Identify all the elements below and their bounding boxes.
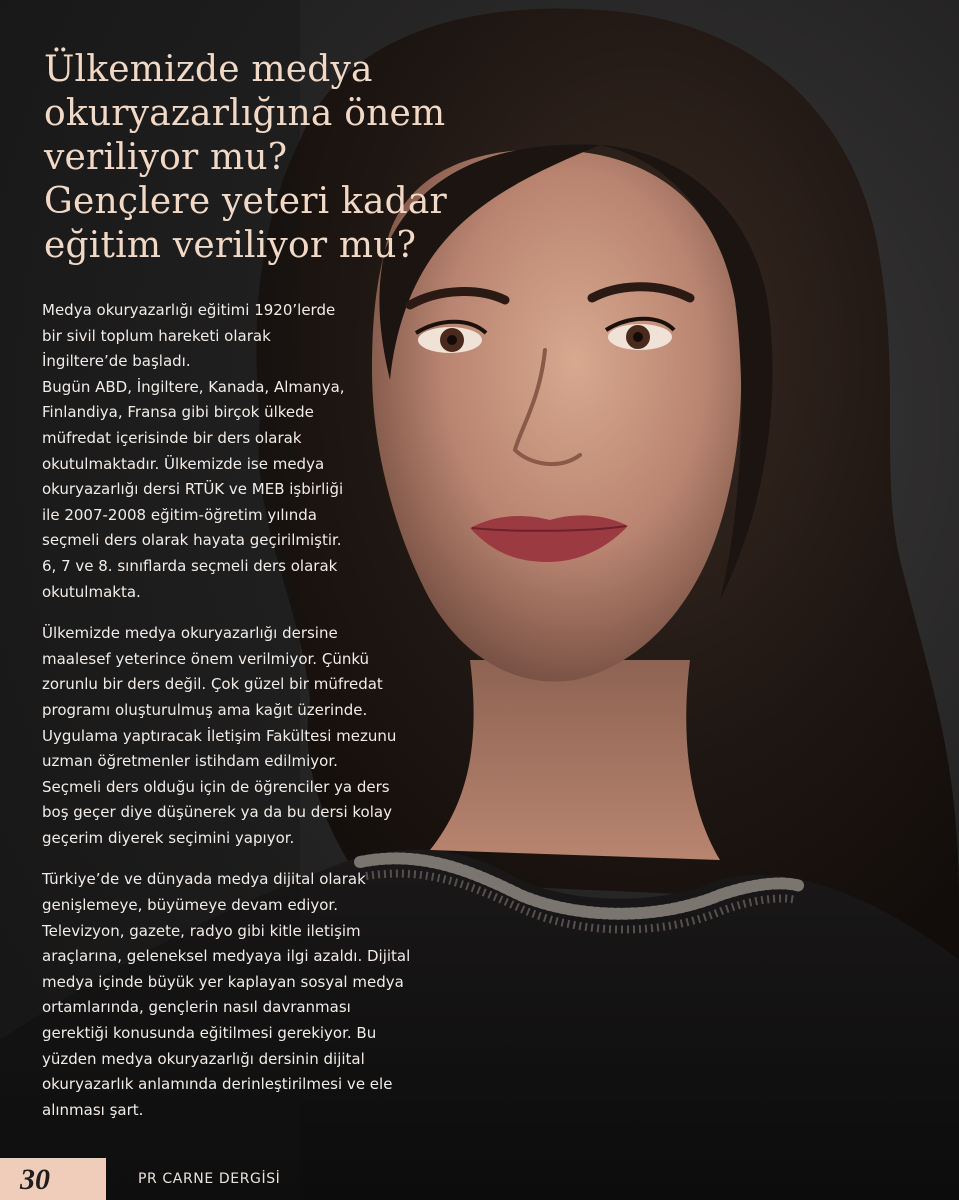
- article-paragraph: Ülkemizde medya okuryazarlığı dersine maalesef yeterince önem verilmiyor. Çünkü zorunlu bir ders değil. Çok güzel bir müfredat programı oluşturulmuş ama kağıt üzerinde. Uygulama yaptıracak İletişim Fakültesi mezunu uzman öğretmenler istihdam edilmiyor. Seçmeli ders olduğu için de öğrenciler ya ders boş geçer diye düşünerek ya da bu dersi kolay geçerim diyerek seçimini yapıyor.: [42, 624, 397, 847]
- page-number: 30: [20, 1163, 50, 1196]
- article-headline: Ülkemizde medya okuryazarlığına önem veriliyor mu? Gençlere yeteri kadar eğitim veriliyor mu?: [44, 49, 447, 266]
- page-number-box: [0, 1158, 106, 1200]
- magazine-name: PR CARNE DERGİSİ: [138, 1171, 281, 1187]
- article-paragraph: Türkiye’de ve dünyada medya dijital olarak genişlemeye, büyümeye devam ediyor. Televizyon, gazete, radyo gibi kitle iletişim araçlarına, geleneksel medyaya ilgi azaldı. Dijital medya içinde büyük yer kaplayan sosyal medya ortamlarında, gençlerin nasıl davranması gerektiği konusunda eğitilmesi gerekiyor. Bu yüzden medya okuryazarlığı dersinin dijital okuryazarlık anlamında derinleştirilmesi ve ele alınması şart.: [42, 870, 411, 1119]
- neck-shape: [430, 660, 720, 860]
- article-body: [42, 298, 412, 1123]
- article-paragraph: Medya okuryazarlığı eğitimi 1920’lerde bir sivil toplum hareketi olarak İngiltere’de başladı. Bugün ABD, İngiltere, Kanada, Almanya, Finlandiya, Fransa gibi birçok ülkede müfredat içerisinde bir ders olarak okutulmaktadır. Ülkemizde ise medya okuryazarlığı dersi RTÜK ve MEB işbirliği ile 2007-2008 eğitim-öğretim yılında seçmeli ders olarak hayata geçirilmiştir. 6, 7 ve 8. sınıflarda seçmeli ders olarak okutulmakta.: [42, 301, 345, 601]
